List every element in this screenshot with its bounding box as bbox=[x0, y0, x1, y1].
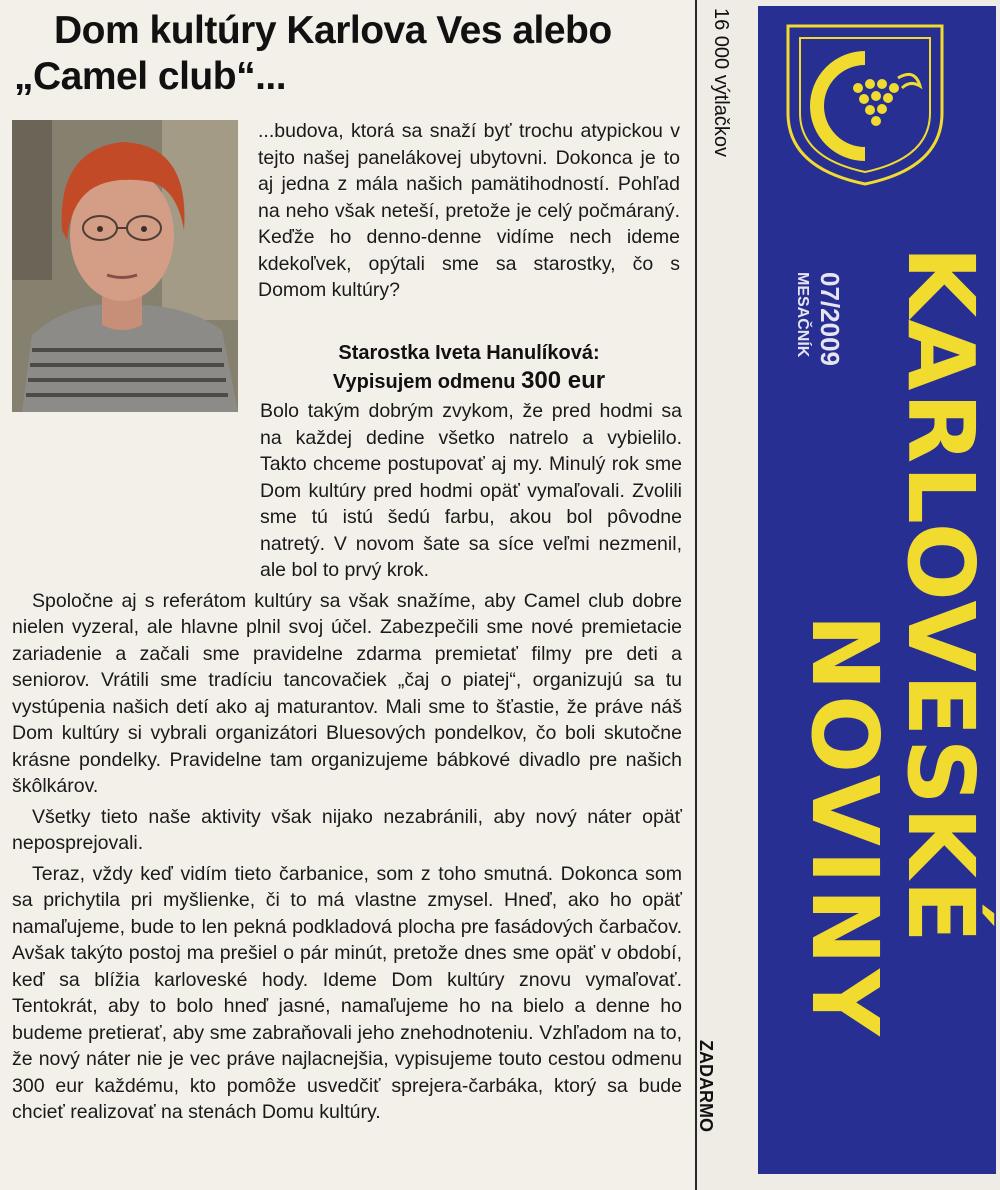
circulation-strip bbox=[698, 0, 734, 1190]
subhead-reward-amount: 300 eur bbox=[521, 367, 606, 394]
subhead-speaker: Starostka Iveta Hanulíková: bbox=[338, 342, 600, 364]
body-paragraph: Všetky tieto naše aktivity však nijako nezabránili, aby nový náter opäť neposprejovali. bbox=[12, 805, 682, 854]
price-label: ZADARMO bbox=[696, 1040, 716, 1132]
headline-line-1: Dom kultúry Karlova Ves alebo bbox=[54, 9, 612, 52]
issue-number: 07/2009 bbox=[815, 272, 845, 366]
subhead-quote-text: Vypisujem odmenu bbox=[332, 371, 522, 393]
masthead bbox=[758, 6, 996, 1174]
headline-line-2: „Camel club“... bbox=[14, 55, 287, 98]
article-intro: ...budova, ktorá sa snaží byť trochu atypickou v tejto našej panelákovej ubytovni. Dokonca je to aj jedna z mála našich pamätihodností. Pohľad na neho však neteší, pretože je celý počmáraný. Keďže ho denno-denne vidíme nech ideme kdekoľvek, opýtali sme sa starostky, čo s Domom kultúry? bbox=[258, 120, 680, 301]
portrait-photo bbox=[12, 120, 238, 412]
masthead-title-line-2: NOVINY bbox=[791, 614, 898, 1040]
circulation-label: 16 000 výtlačkov bbox=[710, 8, 732, 157]
coat-of-arms-grapes-icon bbox=[780, 18, 950, 188]
body-paragraph: Spoločne aj s referátom kultúry sa však snažíme, aby Camel club dobre nielen vyzeral, ale hlavne plnil svoj účel. Zabezpečili sme nové premietacie zariadenie a začali sme pravidelne zdarma premietať filmy pre deti a seniorov. Vrátili sme tradíciu tancovačiek „čaj o piatej“, organizujú sa tu vystúpenia našich detí ako aj maturantov. Mali sme to šťastie, že práve náš Dom kultúry si vybrali organizátori Bluesových pondelkov, čo boli skutočne krásne pondelky. Pravidelne tam organizujeme bábkové divadlo pre našich škôlkárov. bbox=[12, 589, 682, 797]
portrait-illustration bbox=[12, 120, 238, 412]
body-paragraph: Teraz, vždy keď vidím tieto čarbanice, som z toho smutná. Dokonca som sa prichytila pri myšlienke, či to má vlastne zmysel. Hneď, ako ho opäť namaľujeme, bude to len pekná podkladová plocha pre fasádových čarbačov. Avšak takýto postoj ma prešiel o pár minút, pretože dnes sme opäť v období, keď sa blížia karloveské hody. Ideme Dom kultúry znovu vymaľovať. Tentokrát, aby to bolo hneď jasné, namaľujeme ho na bielo a denne ho budeme pretierať, aby sme zabraňovali jeho znehodnoteniu. Vzhľadom na to, že nový náter nie je vec práve najlacnejšia, vypisujeme touto cestou odmenu 300 eur každému, kto pomôže usvedčiť sprejera-čarbáka, ktorý sa bude chcieť realizovať na stenách Domu kultúry. bbox=[12, 862, 682, 1123]
article-body bbox=[12, 398, 682, 1126]
issue-frequency: MESAČNÍK bbox=[794, 272, 811, 358]
body-paragraph: Bolo takým dobrým zvykom, že pred hodmi sa na každej dedine všetko natrelo a vybielilo. Takto chceme postupovať aj my. Minulý rok sme Dom kultúry pred hodmi opäť vymaľovali. Zvolili sme tú istú šedú farbu, akou bol pôvodne natretý. V novom šate sa síce veľmi nezmenil, ale bol to prvý krok. bbox=[260, 400, 682, 581]
article-headline bbox=[14, 8, 694, 100]
article-subhead bbox=[258, 340, 680, 396]
masthead-title-line-1: KARLOVESKÉ bbox=[887, 246, 994, 945]
column-divider bbox=[695, 0, 697, 1190]
subhead-quote bbox=[258, 367, 680, 396]
issue-info bbox=[792, 272, 844, 366]
